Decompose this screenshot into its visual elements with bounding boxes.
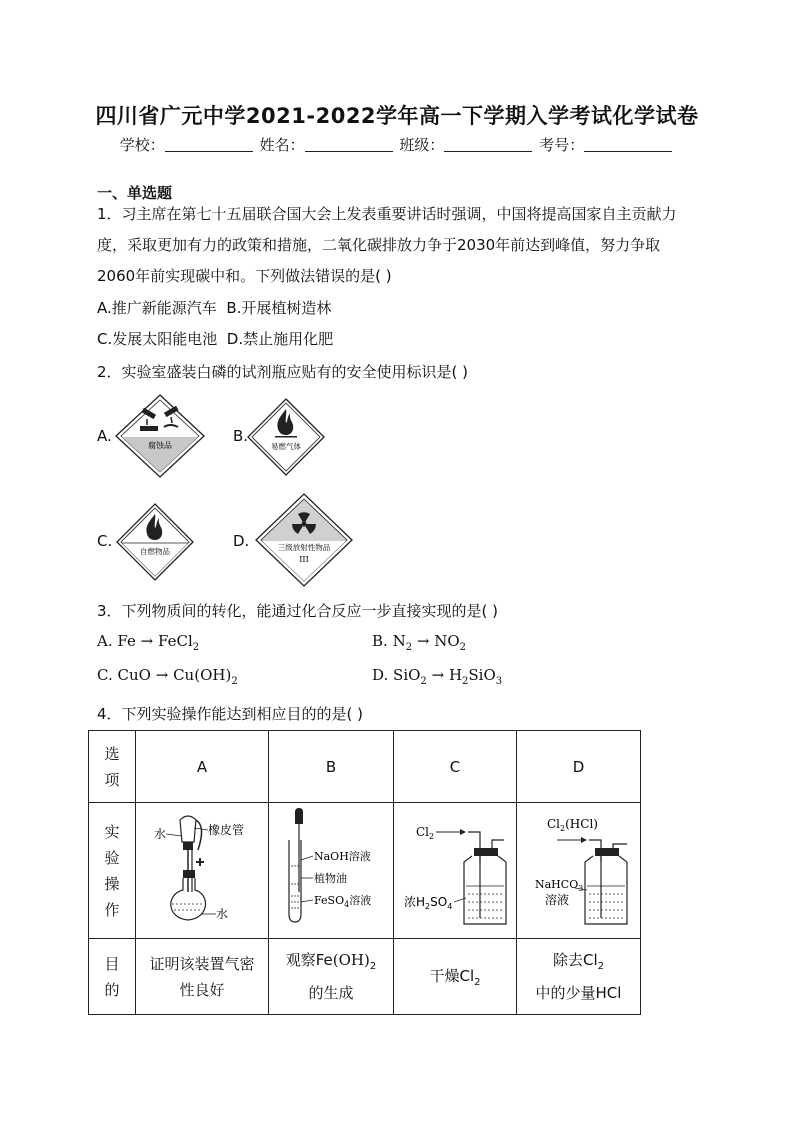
q4-text: 4．下列实验操作能达到相应目的的是( ) [97,705,364,723]
radioactive-sign-text: 三级放射性物品 [277,543,331,552]
q1-options-row2 [97,328,333,349]
header-char: 操 [104,874,120,893]
purpose-d-line1 [517,947,640,980]
q3-b-left-sub: 2 [405,642,413,653]
col-c: C [394,731,517,803]
q1-options-row1 [97,297,331,318]
apparatus-b-cell [269,803,394,939]
q3-c-left: CuO [117,666,151,684]
table-header-option [89,731,136,803]
purpose-a-line2: 性良好 [179,980,225,999]
info-school-blank[interactable] [165,137,253,152]
apparatus-c-cl2-label [416,825,434,841]
apparatus-a-rubber-label: 橡皮管 [208,822,245,837]
purpose-b [269,939,394,1015]
q3-b-left: N [392,632,406,650]
dgas-sub: 2 [560,823,566,833]
purpose-a [136,939,269,1015]
apparatus-a-water2-label: 水 [216,906,229,921]
corrosive-sign-text: 腐蚀品 [148,441,172,450]
q3-a-right: FeCl [158,632,193,650]
q1-option-c[interactable]: C.发展太阳能电池 [97,330,218,348]
arrow-icon: → [416,632,430,650]
header-char: 的 [104,980,120,999]
q3-c-right-paren: (OH) [194,666,232,684]
nahco3-sub: 3 [578,883,584,893]
arrow-icon: → [140,632,154,650]
flask-funnel-apparatus [136,806,266,936]
arrow-icon: → [155,666,169,684]
info-number-blank[interactable] [584,137,672,152]
feso4-b: 溶液 [349,893,372,907]
q3-b-right-sub: 2 [459,642,467,653]
apparatus-a-cell [136,803,269,939]
apparatus-c-acid-label [404,895,452,911]
purpose-b-sub: 2 [369,961,377,972]
acid-sub1: 2 [425,901,431,911]
apparatus-b-naoh-label: NaOH溶液 [314,849,371,863]
purpose-d-sub: 2 [597,961,605,972]
purpose-d-line2: 中的少量HCl [535,984,622,1002]
q1-option-b[interactable]: B.开展植树造林 [226,299,332,317]
q3-a-letter: A. [97,632,113,650]
q3-option-d[interactable] [372,666,502,687]
apparatus-d-cell [517,803,641,939]
spontaneous-combustion-sign-text: 自燃物品 [140,547,170,556]
apparatus-a-water-label: 水 [154,826,167,841]
q3-d-right-b: SiO [468,666,496,684]
header-char: 项 [104,770,120,789]
q3-b-right: NO [434,632,460,650]
q3-c-right-sub: 2 [231,676,238,687]
col-b: B [269,731,394,803]
purpose-a-line1: 证明该装置气密 [149,954,255,973]
q3-a-left: Fe [117,632,136,650]
q2-option-c-letter[interactable]: C. [97,532,113,550]
table-row-purpose [89,939,641,1015]
header-char: 实 [104,822,120,841]
radioactive-hazard-sign[interactable] [254,492,354,588]
info-class-label: 班级： [399,136,445,154]
cl2-a: Cl [416,824,430,839]
header-char: 验 [104,848,120,867]
apparatus-b-oil-label: 植物油 [314,871,347,885]
table-row-operation [89,803,641,939]
table-row-options [89,731,641,803]
purpose-c-a: 干燥Cl [429,967,475,985]
purpose-d [517,939,641,1015]
apparatus-c-cell [394,803,517,939]
feso4-sub: 4 [344,899,350,909]
corrosive-hazard-sign[interactable] [114,393,206,479]
experiment-table [88,730,641,1015]
arrow-icon: → [431,666,445,684]
feso4-a: FeSO [314,893,345,907]
student-info-line [0,134,794,155]
q3-d-right-sub1: 2 [462,676,469,687]
q1-option-d[interactable]: D.禁止施用化肥 [226,330,334,348]
flammable-gas-sign[interactable] [246,397,326,477]
purpose-d-1a: 除去Cl [552,951,598,969]
gas-wash-bottle-c [394,806,514,936]
q2-option-a-letter[interactable]: A. [97,427,112,445]
info-name-blank[interactable] [305,137,393,152]
radioactive-sign-subtext: III [299,555,309,564]
page-title: 四川省广元中学2021-2022学年高一下学期入学考试化学试卷 [95,104,699,128]
q3-option-c[interactable] [97,666,238,687]
q3-d-left-sub: 2 [420,676,427,687]
table-header-purpose [89,939,136,1015]
purpose-b-1a: 观察Fe [285,951,333,969]
apparatus-d-nahco3-label [535,878,583,893]
apparatus-d-solution-label: 溶液 [545,892,570,907]
dgas-b: (HCl) [565,816,598,831]
dgas-a: Cl [547,816,561,831]
header-char: 选 [104,744,120,763]
info-number-label: 考号： [539,136,585,154]
q3-b-letter: B. [372,632,388,650]
q3-a-right-sub: 2 [192,642,200,653]
q3-c-right: Cu [173,666,195,684]
col-d: D [517,731,641,803]
acid-a: 浓H [404,894,426,909]
table-header-operation [89,803,136,939]
header-char: 目 [104,954,120,973]
cl2-sub: 2 [429,831,435,841]
q2-text: 2．实验室盛装白磷的试剂瓶应贴有的安全使用标识是( ) [97,363,469,381]
q3-c-letter: C. [97,666,113,684]
purpose-c [394,939,517,1015]
header-char: 作 [104,900,120,919]
apparatus-b-feso4-label [314,893,371,909]
info-name-label: 姓名： [259,136,305,154]
q3-option-b[interactable] [372,632,466,653]
q3-option-a[interactable] [97,632,199,653]
apparatus-d-gas-label [547,817,598,833]
q3-d-right-a: H [448,666,463,684]
purpose-b-line1 [269,947,393,980]
q3-d-left: SiO [393,666,421,684]
purpose-b-line2: 的生成 [308,984,354,1002]
acid-sub2: 4 [447,901,453,911]
col-a: A [136,731,269,803]
spontaneous-combustion-sign[interactable] [115,502,195,582]
flammable-gas-sign-text: 易燃气体 [271,442,301,451]
info-class-blank[interactable] [444,137,532,152]
q2-option-b-letter[interactable]: B. [233,427,249,445]
acid-b: SO [430,894,448,909]
q1-text: 1．习主席在第七十五届联合国大会上发表重要讲话时强调，中国将提高国家自主贡献力度，采取更加有力的政策和措施，二氧化碳排放力争于2030年前达到峰值，努力争取2060年前实现碳中和。下列做法错误的是( ) [97,205,677,285]
q2-option-d-letter[interactable]: D. [233,532,250,550]
q1-option-a[interactable]: A.推广新能源汽车 [97,299,217,317]
info-school-label: 学校： [119,136,165,154]
q3-text: 3．下列物质间的转化，能通过化合反应一步直接实现的是( ) [97,602,499,620]
q3-d-right-sub2: 3 [495,676,503,687]
test-tube-dropper-apparatus [269,806,391,936]
purpose-c-sub: 2 [474,977,481,988]
gas-wash-bottle-d [517,806,639,936]
purpose-b-1b: (OH) [332,951,370,969]
q3-d-letter: D. [372,666,389,684]
section-title: 一、单选题 [97,184,173,202]
nahco3-a: NaHCO [535,877,579,891]
